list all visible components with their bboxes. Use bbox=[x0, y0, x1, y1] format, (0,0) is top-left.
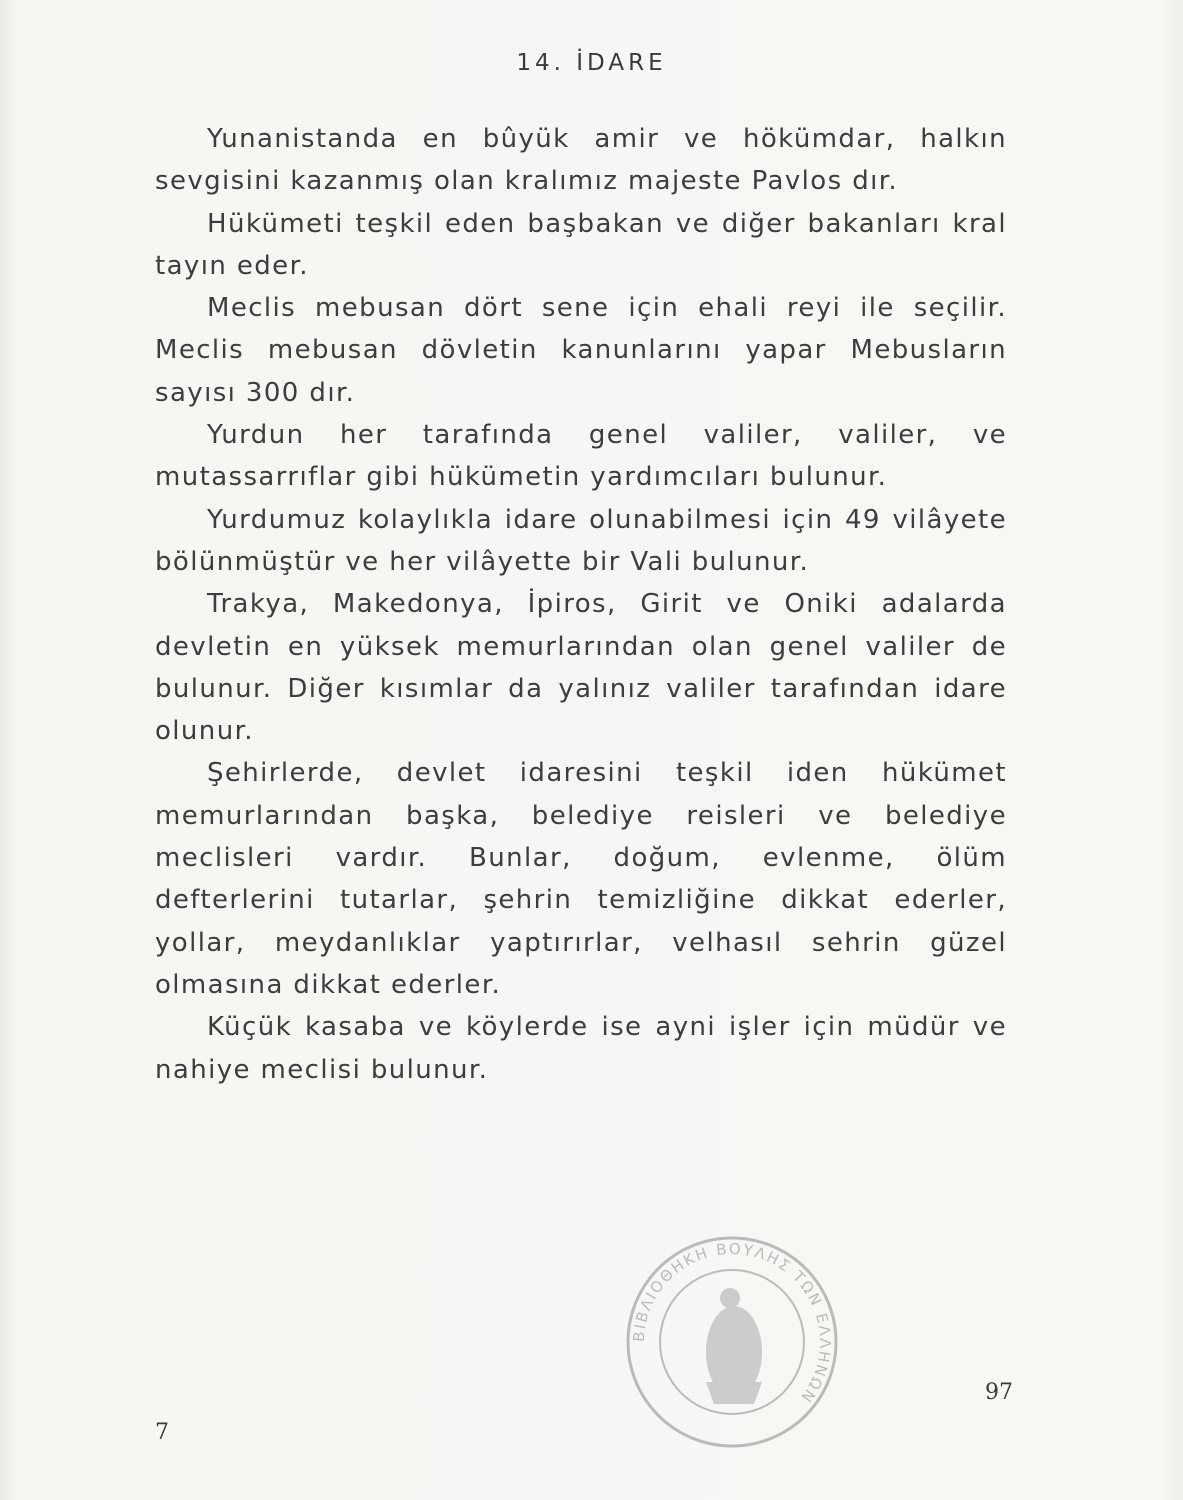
paragraph: Hükümeti teşkil eden başbakan ve diğer bakanları kral tayın eder. bbox=[155, 208, 1007, 281]
paragraph: Trakya, Makedonya, İpiros, Girit ve Oniki adalarda devletin en yüksek memurlarından olan genel valiler de bulunur. Diğer kısımlar da yalınız valiler tarafından idare olunur. bbox=[155, 589, 1007, 747]
signature-number: 7 bbox=[155, 1420, 169, 1445]
paragraph: Yunanistanda en bûyük amir ve hökümdar, halkın sevgisini kazanmış olan kralımız majeste Pavlos dır. bbox=[155, 124, 1007, 197]
paragraph: Küçük kasaba ve köylerde ise ayni işler için müdür ve nahiye meclisi bulunur. bbox=[155, 1012, 1007, 1085]
page-number: 97 bbox=[985, 1380, 1013, 1405]
stamp-text: ΒΙΒΛΙΟΘΗΚΗ ΒΟΥΛΗΣ ΤΩΝ ΕΛΛΗΝΩΝ bbox=[629, 1239, 835, 1408]
paragraph: Yurdun her tarafında genel valiler, valiler, ve mutassarrıflar gibi hükümetin yardımcıları bulunur. bbox=[155, 420, 1007, 493]
body-text bbox=[155, 118, 1007, 1091]
stamp-seal-icon bbox=[622, 1232, 842, 1452]
chapter-heading: 14. İDARE bbox=[516, 50, 667, 76]
library-stamp bbox=[622, 1232, 842, 1452]
paragraph: Şehirlerde, devlet idaresini teşkil iden hükümet memurlarından başka, belediye reisleri ve belediye meclisleri vardır. Bunlar, doğum, evlenme, ölüm defterlerini tutarlar, şehrin temizliğine dikkat ederler, yollar, meydanlıklar yaptırırlar, velhasıl sehrin güzel olmasına dikkat ederler. bbox=[155, 758, 1007, 1000]
paragraph: Meclis mebusan dört sene için ehali reyi ile seçilir. Meclis mebusan dövletin kanunlarını yapar Mebusların sayısı 300 dır. bbox=[155, 293, 1007, 408]
paragraph: Yurdumuz kolaylıkla idare olunabilmesi için 49 vilâyete bölünmüştür ve her vilâyette bir Vali bulunur. bbox=[155, 504, 1007, 577]
